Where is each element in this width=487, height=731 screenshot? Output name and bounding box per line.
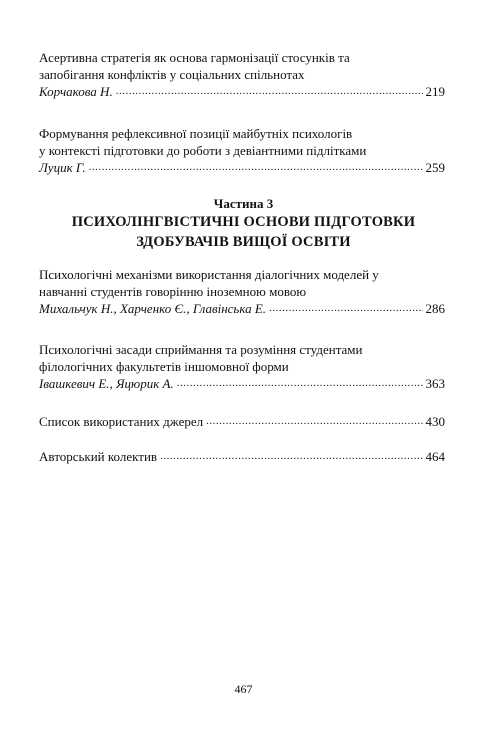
entry-page-number: 219 [425,84,445,99]
entry-title-line: навчанні студентів говорінню іноземною мовою [39,284,307,299]
entry-page-number: 286 [425,301,445,316]
entry-author: Луцик Г. [39,160,86,175]
entry-row [39,448,445,465]
entry-page-number: 363 [425,376,445,391]
toc-entry[interactable] [39,266,445,317]
entry-author: Михальчук Н., Харченко Є., Главінська Е. [39,301,267,316]
entry-page-number: 259 [425,160,445,175]
entry-title-line: у контексті підготовки до роботи з девіантними підлітками [39,143,367,158]
part-title [0,212,487,252]
toc-entry[interactable] [39,341,445,392]
dot-leader [177,375,423,392]
part-title-line: ПСИХОЛІНГВІСТИЧНІ ОСНОВИ ПІДГОТОВКИ [71,214,416,230]
dot-leader [89,159,423,176]
dot-leader [269,300,422,317]
part-title-line: ЗДОБУВАЧІВ ВИЩОЇ ОСВІТИ [136,234,351,250]
entry-author: Івашкевич Е., Яцюрик А. [39,376,174,391]
entry-page-number: 464 [425,449,445,464]
entry-row [39,413,445,430]
toc-entry[interactable] [39,49,445,100]
entry-author-row [39,159,445,176]
toc-entry[interactable] [39,448,445,465]
entry-title-line: Психологічні засади сприймання та розуміння студентами [39,342,363,357]
entry-author-row [39,83,445,100]
dot-leader [206,413,422,430]
toc-entry[interactable] [39,125,445,176]
entry-label: Список використаних джерел [39,414,204,429]
entry-title-line: запобігання конфліктів у соціальних спільнотах [39,67,305,82]
toc-entry[interactable] [39,413,445,430]
entry-page-number: 430 [425,414,445,429]
entry-label: Авторський колектив [39,449,158,464]
folio-page-number: 467 [234,682,253,696]
entry-author-row [39,300,445,317]
entry-title-line: філологічних факультетів іншомовної форми [39,359,289,374]
entry-author-row [39,375,445,392]
dot-leader [116,83,423,100]
entry-title-line: Психологічні механізми використання діалогічних моделей у [39,267,379,282]
part-number: Частина 3 [213,196,274,211]
entry-author: Корчакова Н. [39,84,113,99]
dot-leader [160,448,422,465]
entry-title-line: Асертивна стратегія як основа гармонізації стосунків та [39,50,350,65]
entry-title-line: Формування рефлексивної позиції майбутніх психологів [39,126,353,141]
